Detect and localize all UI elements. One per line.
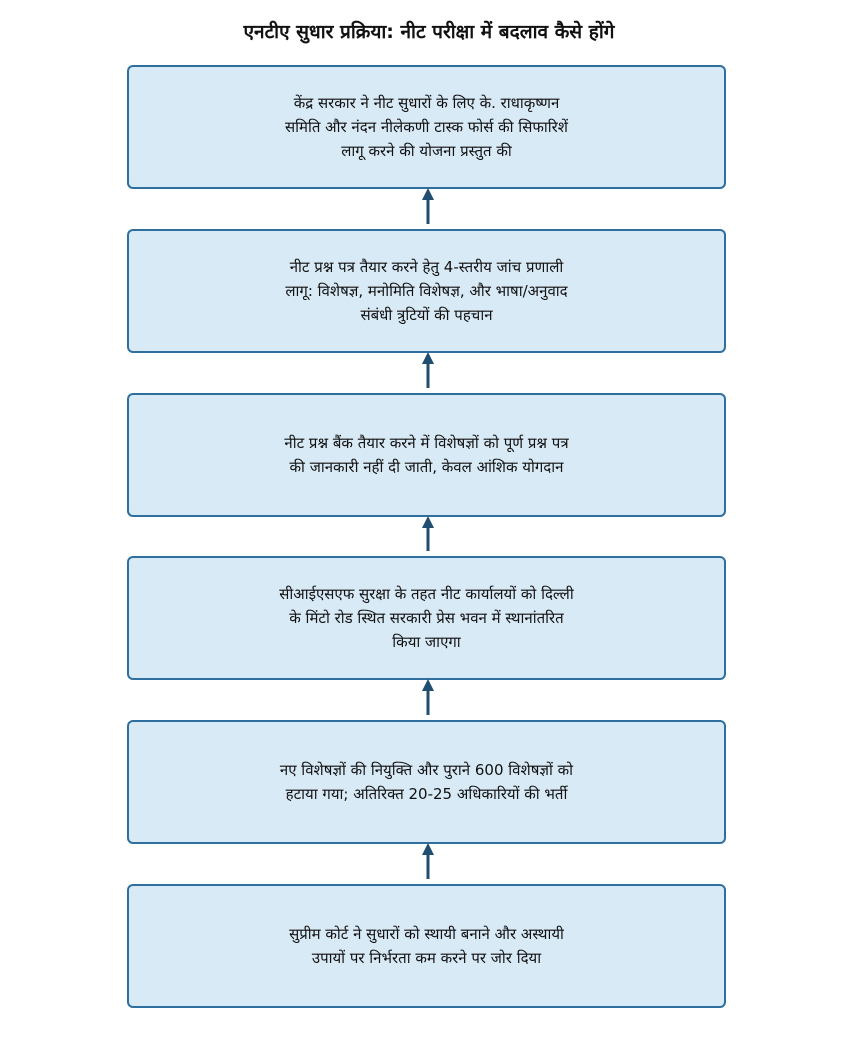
arrow-6-to-5 — [422, 843, 434, 879]
step-text-6: सुप्रीम कोर्ट ने सुधारों को स्थायी बनाने और अस्थायी उपायों पर निर्भरता कम करने पर जोर दिया — [289, 925, 564, 967]
step-box-6 — [127, 884, 726, 1008]
step-text-3: नीट प्रश्न बैंक तैयार करने में विशेषज्ञों को पूर्ण प्रश्न पत्र की जानकारी नहीं दी जाती, केवल आंशिक योगदान — [284, 434, 569, 476]
arrow-4-to-3 — [422, 516, 434, 551]
step-text-1: केंद्र सरकार ने नीट सुधारों के लिए के. राधाकृष्णन समिति और नंदन नीलेकणी टास्क फोर्स की सिफारिशें लागू करने की योजना प्रस्तुत की — [284, 94, 569, 160]
arrow-2-to-1 — [422, 188, 434, 224]
step-text-2: नीट प्रश्न पत्र तैयार करने हेतु 4-स्तरीय जांच प्रणाली लागू: विशेषज्ञ, मनोमिति विशेषज्ञ, और भाषा/अनुवाद संबंधी त्रुटियों की पहचान — [285, 258, 568, 324]
step-box-2 — [127, 229, 726, 353]
arrow-5-to-4 — [422, 679, 434, 715]
step-box-5 — [127, 720, 726, 844]
step-box-4 — [127, 556, 726, 680]
step-text-5: नए विशेषज्ञों की नियुक्ति और पुराने 600 विशेषज्ञों को हटाया गया; अतिरिक्त 20-25 अधिकारियों की भर्ती — [279, 761, 574, 803]
arrow-3-to-2 — [422, 352, 434, 388]
step-text-4: सीआईएसएफ सुरक्षा के तहत नीट कार्यालयों को दिल्ली के मिंटो रोड स्थित सरकारी प्रेस भवन में स्थानांतरित किया जाएगा — [279, 585, 574, 651]
diagram-title: एनटीए सुधार प्रक्रिया: नीट परीक्षा में बदलाव कैसे होंगे — [243, 21, 615, 43]
step-box-3 — [127, 393, 726, 517]
step-box-1 — [127, 65, 726, 189]
